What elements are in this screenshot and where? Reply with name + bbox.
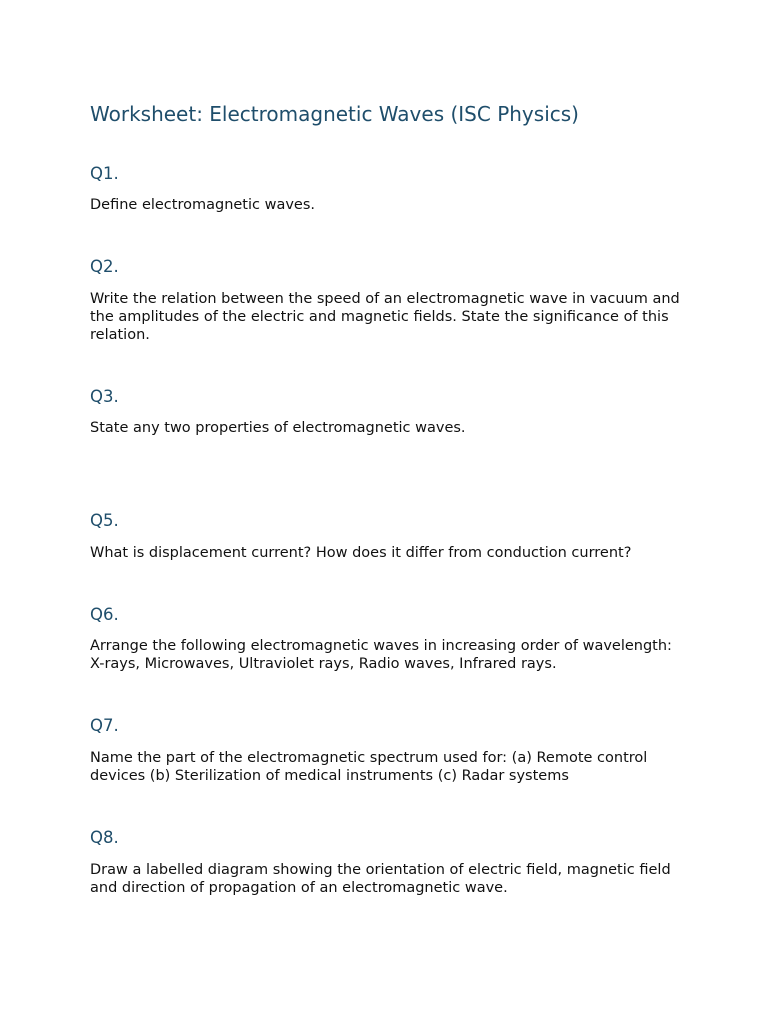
worksheet-title: Worksheet: Electromagnetic Waves (ISC Physics) bbox=[90, 102, 579, 126]
question-3-label: Q3. bbox=[90, 387, 119, 406]
question-7-label: Q7. bbox=[90, 716, 119, 735]
question-1-label: Q1. bbox=[90, 164, 119, 183]
question-7-text: Name the part of the electromagnetic spectrum used for: (a) Remote control devices (b) Sterilization of medical instruments (c) Radar systems bbox=[90, 750, 648, 784]
question-5-text: What is displacement current? How does it differ from conduction current? bbox=[90, 545, 632, 561]
question-8-label: Q8. bbox=[90, 828, 119, 847]
question-3-text: State any two properties of electromagnetic waves. bbox=[90, 420, 466, 436]
question-5-label: Q5. bbox=[90, 511, 119, 530]
question-2-label: Q2. bbox=[90, 257, 119, 276]
question-6-text: Arrange the following electromagnetic waves in increasing order of wavelength: X-rays, Microwaves, Ultraviolet rays, Radio waves, Infrared rays. bbox=[90, 638, 672, 672]
question-6-label: Q6. bbox=[90, 605, 119, 624]
question-8-text: Draw a labelled diagram showing the orientation of electric field, magnetic field and direction of propagation of an electromagnetic wave. bbox=[90, 862, 671, 896]
question-1-text: Define electromagnetic waves. bbox=[90, 197, 316, 213]
question-2-text: Write the relation between the speed of an electromagnetic wave in vacuum and the amplitudes of the electric and magnetic fields. State the significance of this relation. bbox=[90, 291, 680, 343]
